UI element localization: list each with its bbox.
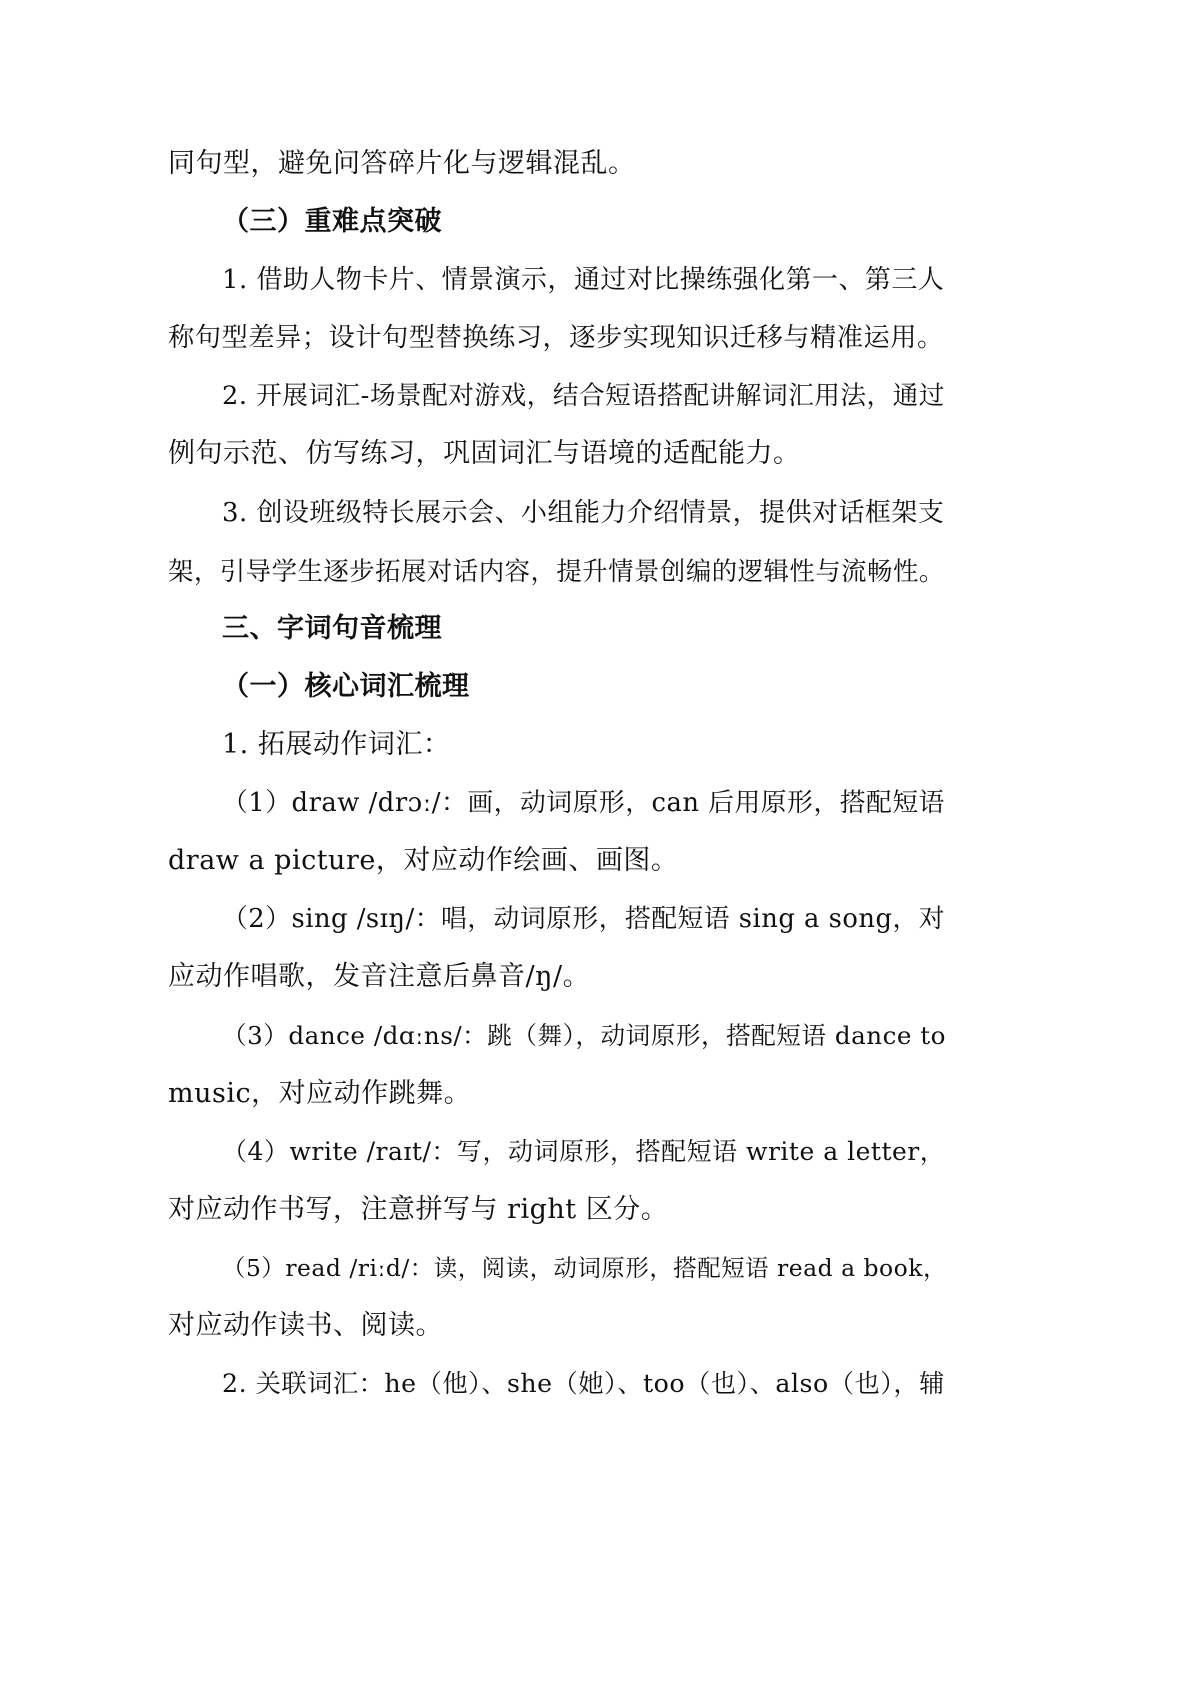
paragraph-line: 对应动作书写，注意拼写与 right 区分。	[168, 1194, 669, 1225]
paragraph-line: 称句型差异；设计句型替换练习，逐步实现知识迁移与精准运用。	[168, 323, 944, 353]
paragraph-line: 架，引导学生逐步拓展对话内容，提升情景创编的逻辑性与流畅性。	[168, 556, 945, 586]
paragraph-line: 3. 创设班级特长展示会、小组能力介绍情景，提供对话框架支	[222, 498, 945, 528]
paragraph-line: music，对应动作跳舞。	[168, 1078, 472, 1109]
paragraph-line: 应动作唱歌，发音注意后鼻音/ŋ/。	[168, 961, 591, 992]
section-heading: 三、字词句音梳理	[222, 613, 442, 644]
section-heading: （三）重难点突破	[222, 206, 442, 237]
paragraph-line: （1）draw /drɔː/：画，动词原形，can 后用原形，搭配短语	[222, 788, 945, 818]
section-heading: （一）核心词汇梳理	[222, 671, 470, 702]
paragraph-line: （3）dance /dɑːns/：跳（舞），动词原形，搭配短语 dance to	[222, 1021, 946, 1050]
paragraph-line: （4）write /raɪt/：写，动词原形，搭配短语 write a letter，	[222, 1137, 946, 1166]
paragraph-line: 2. 关联词汇：he（他）、she（她）、too（也）、also（也），辅	[222, 1369, 945, 1398]
paragraph-line: 1. 拓展动作词汇：	[222, 729, 451, 760]
paragraph-line: 同句型，避免问答碎片化与逻辑混乱。	[168, 148, 636, 179]
paragraph-line: 例句示范、仿写练习，巩固词汇与语境的适配能力。	[168, 438, 801, 469]
paragraph-line: 对应动作读书、阅读。	[168, 1310, 443, 1341]
paragraph-line: 2. 开展词汇-场景配对游戏，结合短语搭配讲解词汇用法，通过	[222, 381, 945, 411]
paragraph-line: （2）sing /sɪŋ/：唱，动词原形，搭配短语 sing a song，对	[222, 904, 946, 934]
paragraph-line: draw a picture，对应动作绘画、画图。	[168, 845, 679, 876]
paragraph-line: （5）read /riːd/：读，阅读，动词原形，搭配短语 read a book，	[222, 1254, 947, 1282]
paragraph-line: 1. 借助人物卡片、情景演示，通过对比操练强化第一、第三人	[222, 265, 945, 295]
